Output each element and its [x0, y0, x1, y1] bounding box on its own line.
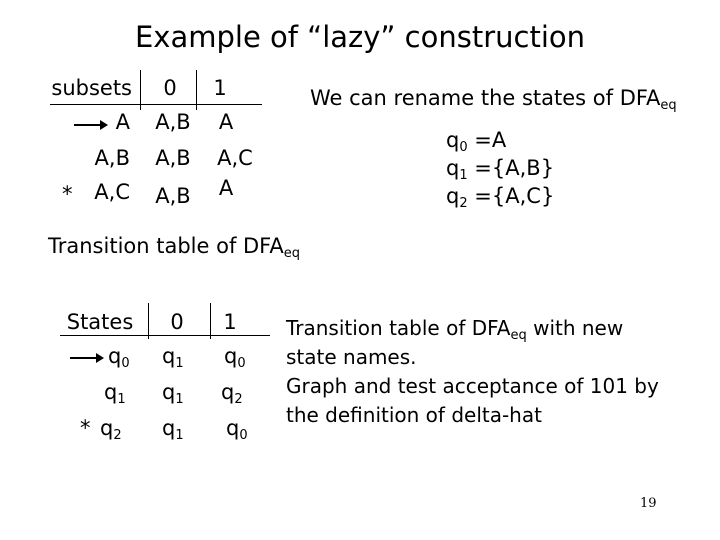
state-symbol: q [162, 344, 176, 368]
states-row-on1 [221, 380, 243, 407]
states-row-state [104, 380, 126, 407]
subsets-header: subsets [51, 76, 132, 100]
notes-line-1-text: Transition table of DFA [286, 316, 511, 340]
state-symbol: q [162, 416, 176, 440]
states-column-rule-a [148, 303, 149, 339]
states-header-1: 1 [223, 310, 237, 334]
states-header-0: 0 [170, 310, 184, 334]
subsets-row-on1: A [218, 110, 234, 134]
states-row-state [108, 344, 130, 371]
state-sub: 0 [237, 356, 246, 371]
states-row-on0 [162, 416, 184, 443]
subsets-header-0: 0 [163, 76, 177, 100]
notes-line-1 [286, 314, 659, 343]
state-sub: 0 [121, 356, 130, 371]
states-header-rule [60, 335, 270, 336]
state-sub: 1 [175, 428, 184, 443]
page-number: 19 [640, 496, 657, 511]
rename-q-sub: 2 [459, 196, 468, 211]
states-row-on1 [226, 416, 248, 443]
state-sub: 1 [175, 356, 184, 371]
subsets-row-on0: A,B [155, 146, 191, 170]
rename-q: q [446, 128, 460, 152]
rename-value: ={A,B} [467, 156, 555, 180]
rename-q-sub: 0 [459, 140, 468, 155]
state-symbol: q [226, 416, 240, 440]
subsets-header-1: 1 [213, 76, 227, 100]
rename-intro-text: We can rename the states of DFA [310, 86, 661, 110]
subsets-row-state: A,B [94, 146, 130, 170]
subsets-row-state: A [115, 110, 130, 134]
state-symbol: q [104, 380, 118, 404]
subsets-header-rule [50, 104, 262, 105]
transition-caption-sub: eq [283, 246, 300, 261]
slide-title: Example of “lazy” construction [134, 20, 586, 54]
transition-caption [48, 234, 300, 261]
rename-q: q [446, 184, 460, 208]
rename-intro-sub: eq [660, 98, 677, 113]
states-row-state [100, 416, 122, 443]
rename-value: ={A,C} [467, 184, 555, 208]
accepting-marker: * [80, 416, 91, 440]
state-symbol: q [162, 380, 176, 404]
rename-line-q2 [446, 184, 555, 211]
state-sub: 2 [113, 428, 122, 443]
state-sub: 2 [234, 392, 243, 407]
states-header: States [66, 310, 134, 334]
states-row-on1 [224, 344, 246, 371]
subsets-column-rule-b [196, 70, 197, 110]
accepting-marker: * [62, 182, 73, 206]
subsets-row-on0: A,B [155, 110, 191, 134]
notes-line-4: the definition of delta-hat [286, 403, 542, 427]
subsets-row-on1: A [218, 176, 234, 200]
subsets-column-rule-a [140, 70, 141, 110]
state-symbol: q [224, 344, 238, 368]
rename-line-q0 [446, 128, 507, 155]
rename-q-sub: 1 [459, 168, 468, 183]
notes-line-2: state names. [286, 345, 417, 369]
subsets-row-on0: A,B [155, 184, 191, 208]
notes-line-1-sub: eq [510, 328, 527, 343]
start-arrow-icon [70, 352, 104, 364]
states-row-on0 [162, 380, 184, 407]
transition-caption-text: Transition table of DFA [48, 234, 284, 258]
state-sub: 1 [117, 392, 126, 407]
rename-line-q1 [446, 156, 555, 183]
states-column-rule-b [210, 303, 211, 339]
state-symbol: q [108, 344, 122, 368]
notes-line-1-rest: with new [526, 316, 624, 340]
rename-value: =A [467, 128, 507, 152]
state-sub: 0 [239, 428, 248, 443]
subsets-row-state: A,C [94, 180, 130, 204]
rename-intro [310, 86, 677, 113]
state-symbol: q [100, 416, 114, 440]
state-sub: 1 [175, 392, 184, 407]
subsets-row-on1: A,C [217, 146, 253, 170]
notes-block [286, 314, 659, 430]
states-row-on0 [162, 344, 184, 371]
rename-q: q [446, 156, 460, 180]
notes-line-3: Graph and test acceptance of 101 by [286, 374, 659, 398]
state-symbol: q [221, 380, 235, 404]
